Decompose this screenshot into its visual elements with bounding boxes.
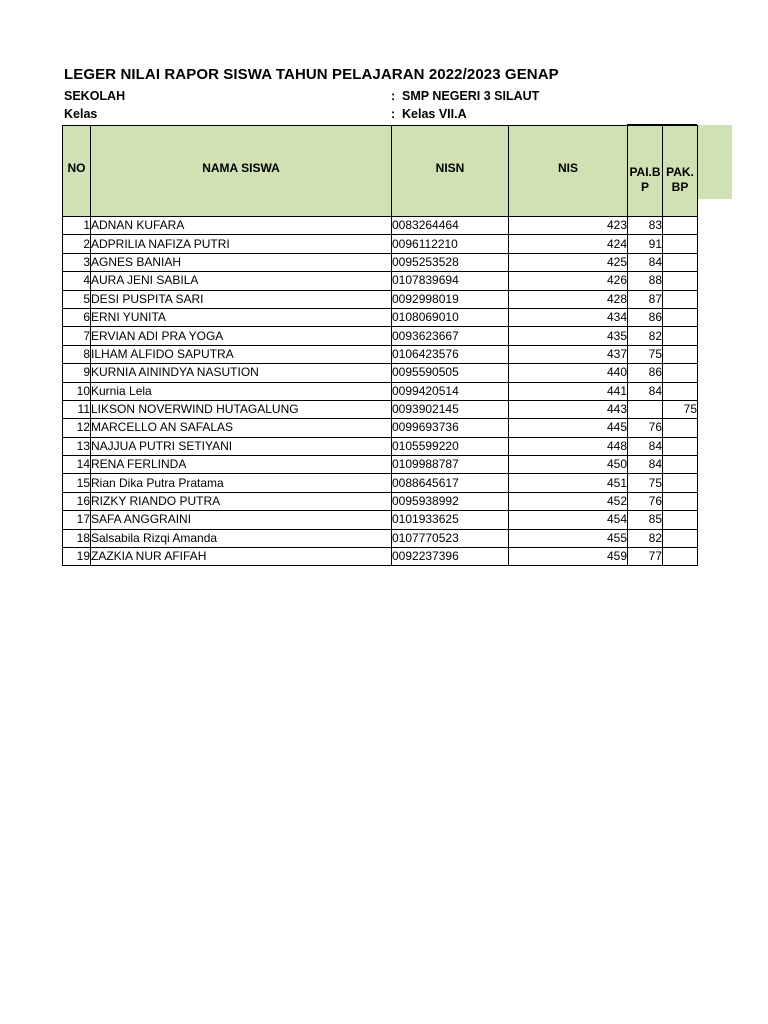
cell-nisn: 0095253528 (392, 253, 509, 271)
cell-nisn: 0099420514 (392, 382, 509, 400)
table-row (63, 217, 698, 235)
table-row (63, 364, 698, 382)
cell-nis: 424 (509, 235, 628, 253)
cell-nisn: 0101933625 (392, 511, 509, 529)
cell-nis: 441 (509, 382, 628, 400)
cell-nisn: 0095938992 (392, 492, 509, 510)
cell-pak-bp (663, 235, 698, 253)
cell-name: ADNAN KUFARA (91, 217, 392, 235)
cell-pak-bp (663, 456, 698, 474)
cell-pai-bp: 84 (628, 456, 663, 474)
table-row (63, 400, 698, 418)
cell-pak-bp (663, 253, 698, 271)
cell-nis: 425 (509, 253, 628, 271)
cell-nisn: 0083264464 (392, 217, 509, 235)
cell-pai-bp: 91 (628, 235, 663, 253)
cell-pai-bp: 82 (628, 529, 663, 547)
cell-pak-bp (663, 474, 698, 492)
class-label: Kelas (64, 107, 98, 121)
cell-pak-bp (663, 272, 698, 290)
cell-nisn: 0092998019 (392, 290, 509, 308)
cell-no: 15 (63, 474, 91, 492)
cell-name: NAJJUA PUTRI SETIYANI (91, 437, 392, 455)
cell-name: ERNI YUNITA (91, 308, 392, 326)
cell-nisn: 0095590505 (392, 364, 509, 382)
class-colon: : (391, 107, 396, 121)
cell-name: ZAZKIA NUR AFIFAH (91, 548, 392, 566)
cell-nis: 452 (509, 492, 628, 510)
cell-nis: 451 (509, 474, 628, 492)
column-header-nisn: NISN (392, 126, 509, 217)
table-row (63, 382, 698, 400)
cell-nisn: 0088645617 (392, 474, 509, 492)
table-row (63, 529, 698, 547)
cell-name: SAFA ANGGRAINI (91, 511, 392, 529)
column-header-name: NAMA SISWA (91, 126, 392, 217)
cell-nis: 450 (509, 456, 628, 474)
cell-name: ILHAM ALFIDO SAPUTRA (91, 345, 392, 363)
cell-pai-bp: 75 (628, 474, 663, 492)
cell-no: 19 (63, 548, 91, 566)
column-header-pai-bp: PAI.BP (628, 126, 663, 217)
cell-no: 9 (63, 364, 91, 382)
cell-pai-bp: 86 (628, 364, 663, 382)
cell-nisn: 0107770523 (392, 529, 509, 547)
cell-no: 12 (63, 419, 91, 437)
cell-pak-bp (663, 419, 698, 437)
cell-nis: 423 (509, 217, 628, 235)
cell-pak-bp (663, 217, 698, 235)
table-row (63, 290, 698, 308)
cell-pak-bp (663, 345, 698, 363)
cell-nisn: 0092237396 (392, 548, 509, 566)
class-value: Kelas VII.A (402, 107, 467, 121)
cell-nis: 459 (509, 548, 628, 566)
cell-no: 1 (63, 217, 91, 235)
cell-no: 3 (63, 253, 91, 271)
table-row (63, 235, 698, 253)
table-row (63, 437, 698, 455)
cell-pai-bp: 88 (628, 272, 663, 290)
cell-nis: 443 (509, 400, 628, 418)
cell-nis: 445 (509, 419, 628, 437)
cell-no: 8 (63, 345, 91, 363)
cell-name: AGNES BANIAH (91, 253, 392, 271)
table-row (63, 474, 698, 492)
cell-nis: 454 (509, 511, 628, 529)
cell-name: AURA JENI SABILA (91, 272, 392, 290)
cell-no: 14 (63, 456, 91, 474)
cell-pak-bp (663, 364, 698, 382)
cell-no: 2 (63, 235, 91, 253)
table-header-row (63, 126, 698, 217)
table-row (63, 345, 698, 363)
cell-no: 13 (63, 437, 91, 455)
cell-pai-bp: 84 (628, 437, 663, 455)
cell-pak-bp (663, 327, 698, 345)
cell-pak-bp (663, 548, 698, 566)
cell-pai-bp: 86 (628, 308, 663, 326)
cell-no: 11 (63, 400, 91, 418)
cell-nis: 435 (509, 327, 628, 345)
cell-nis: 440 (509, 364, 628, 382)
table-row (63, 253, 698, 271)
cell-nis: 426 (509, 272, 628, 290)
cell-nisn: 0109988787 (392, 456, 509, 474)
cell-nisn: 0099693736 (392, 419, 509, 437)
cell-pai-bp: 82 (628, 327, 663, 345)
cell-pak-bp (663, 308, 698, 326)
cell-pak-bp (663, 511, 698, 529)
cell-nis: 448 (509, 437, 628, 455)
cell-nisn: 0105599220 (392, 437, 509, 455)
cell-pai-bp: 76 (628, 419, 663, 437)
cell-name: ADPRILIA NAFIZA PUTRI (91, 235, 392, 253)
cell-pai-bp: 77 (628, 548, 663, 566)
cell-name: Rian Dika Putra Pratama (91, 474, 392, 492)
cell-pai-bp: 83 (628, 217, 663, 235)
cell-no: 10 (63, 382, 91, 400)
table-row (63, 456, 698, 474)
table-row (63, 327, 698, 345)
school-colon: : (391, 89, 396, 103)
cell-name: Salsabila Rizqi Amanda (91, 529, 392, 547)
cell-name: KURNIA AININDYA NASUTION (91, 364, 392, 382)
table-row (63, 492, 698, 510)
cell-pai-bp: 75 (628, 345, 663, 363)
cell-name: DESI PUSPITA SARI (91, 290, 392, 308)
cell-nisn: 0106423576 (392, 345, 509, 363)
school-value: SMP NEGERI 3 SILAUT (402, 89, 540, 103)
cell-pai-bp: 87 (628, 290, 663, 308)
cell-pak-bp (663, 382, 698, 400)
grades-table (62, 125, 698, 566)
table-row (63, 419, 698, 437)
cell-nisn: 0108069010 (392, 308, 509, 326)
cell-pai-bp: 85 (628, 511, 663, 529)
cell-pak-bp (663, 290, 698, 308)
cell-pai-bp: 84 (628, 253, 663, 271)
cell-pak-bp (663, 529, 698, 547)
cell-no: 4 (63, 272, 91, 290)
cell-no: 7 (63, 327, 91, 345)
cell-no: 17 (63, 511, 91, 529)
cell-no: 6 (63, 308, 91, 326)
cell-nisn: 0096112210 (392, 235, 509, 253)
column-header-nis: NIS (509, 126, 628, 217)
table-row (63, 308, 698, 326)
cell-name: MARCELLO AN SAFALAS (91, 419, 392, 437)
cell-pak-bp: 75 (663, 400, 698, 418)
cell-nisn: 0107839694 (392, 272, 509, 290)
cell-name: RENA FERLINDA (91, 456, 392, 474)
school-label: SEKOLAH (64, 89, 126, 103)
table-row (63, 548, 698, 566)
cell-nis: 455 (509, 529, 628, 547)
table-row (63, 511, 698, 529)
cell-name: RIZKY RIANDO PUTRA (91, 492, 392, 510)
cell-nis: 437 (509, 345, 628, 363)
cell-name: LIKSON NOVERWIND HUTAGALUNG (91, 400, 392, 418)
cell-name: Kurnia Lela (91, 382, 392, 400)
header-fill-extension (697, 125, 732, 199)
cell-pak-bp (663, 437, 698, 455)
cell-pai-bp (628, 400, 663, 418)
column-header-pak-bp: PAK. BP (663, 126, 698, 217)
cell-pai-bp: 76 (628, 492, 663, 510)
cell-nis: 434 (509, 308, 628, 326)
column-header-no: NO (63, 126, 91, 217)
document-title: LEGER NILAI RAPOR SISWA TAHUN PELAJARAN 2022/2023 GENAP (64, 66, 559, 83)
cell-no: 5 (63, 290, 91, 308)
cell-no: 16 (63, 492, 91, 510)
cell-nisn: 0093902145 (392, 400, 509, 418)
cell-nisn: 0093623667 (392, 327, 509, 345)
table-row (63, 272, 698, 290)
cell-pak-bp (663, 492, 698, 510)
cell-pai-bp: 84 (628, 382, 663, 400)
cell-name: ERVIAN ADI PRA YOGA (91, 327, 392, 345)
cell-nis: 428 (509, 290, 628, 308)
cell-no: 18 (63, 529, 91, 547)
